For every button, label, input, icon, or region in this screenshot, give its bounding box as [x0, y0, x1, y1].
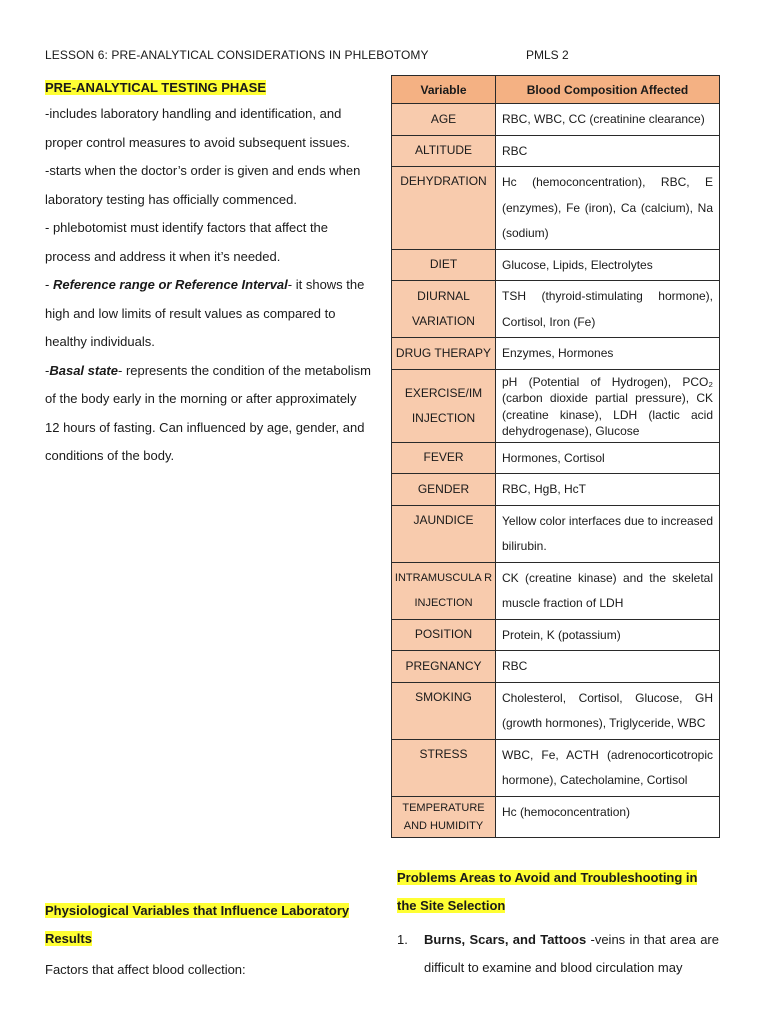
column-header-variable: Variable	[392, 76, 496, 104]
problems-list	[397, 926, 719, 982]
table-row: JAUNDICE Yellow color interfaces due to increased bilirubin.	[392, 505, 720, 562]
course-code: PMLS 2	[526, 48, 569, 62]
table-row: FEVER Hormones, Cortisol	[392, 442, 720, 474]
paragraph-includes: -includes laboratory handling and identification, and proper control measures to avoid subsequent issues.	[45, 106, 350, 150]
basal-state-term: Basal state	[49, 362, 118, 378]
table-row: EXERCISE/IM INJECTION pH (Potential of Hydrogen), PCO₂ (carbon dioxide partial pressure), CK (creatine kinase), LDH (lactic acid dehydrogenase), Glucose	[392, 369, 720, 442]
problems-title: Problems Areas to Avoid and Troubleshooting in the Site Selection	[397, 870, 698, 913]
table-row: INTRAMUSCULA R INJECTION CK (creatine kinase) and the skeletal muscle fraction of LDH	[392, 562, 720, 619]
paragraph-identify-factors: - phlebotomist must identify factors that affect the process and address it when it’s needed.	[45, 220, 329, 264]
table-row: DIURNAL VARIATION TSH (thyroid-stimulating hormone), Cortisol, Iron (Fe)	[392, 281, 720, 338]
physiological-section	[45, 897, 365, 982]
pre-analytical-section	[45, 76, 373, 471]
list-item: 1. Burns, Scars, and Tattoos -veins in that area are difficult to examine and blood circulation may	[397, 932, 719, 975]
table-row: POSITION Protein, K (potassium)	[392, 619, 720, 651]
table-row: STRESS WBC, Fe, ACTH (adrenocorticotropic hormone), Catecholamine, Cortisol	[392, 739, 720, 796]
table-row: DEHYDRATION Hc (hemoconcentration), RBC, E (enzymes), Fe (iron), Ca (calcium), Na (sodium)	[392, 167, 720, 250]
paragraph-starts: -starts when the doctor’s order is given and ends when laboratory testing has officially commenced.	[45, 163, 361, 207]
lesson-title: LESSON 6: PRE-ANALYTICAL CONSIDERATIONS IN PHLEBOTOMY	[45, 48, 429, 62]
table-row: GENDER RBC, HgB, HcT	[392, 474, 720, 506]
table-row: TEMPERATURE AND HUMIDITY Hc (hemoconcentration)	[392, 796, 720, 837]
paragraph-reference-range: - Reference range or Reference Interval- it shows the high and low limits of result values as compared to healthy individuals.	[45, 277, 365, 349]
factors-text: Factors that affect blood collection:	[45, 962, 246, 977]
column-header-affected: Blood Composition Affected	[496, 76, 720, 104]
table-row: PREGNANCY RBC	[392, 651, 720, 683]
table-row: SMOKING Cholesterol, Cortisol, Glucose, GH (growth hormones), Triglyceride, WBC	[392, 682, 720, 739]
table-row: DIET Glucose, Lipids, Electrolytes	[392, 249, 720, 281]
section-title: PRE-ANALYTICAL TESTING PHASE	[45, 80, 267, 95]
table-row: ALTITUDE RBC	[392, 135, 720, 167]
problems-section	[397, 864, 719, 982]
reference-range-term: Reference range or Reference Interval	[52, 277, 288, 292]
table-row: AGE RBC, WBC, CC (creatinine clearance)	[392, 104, 720, 136]
paragraph-basal-state: -Basal state- represents the condition of the metabolism of the body early in the morning or after approximately 12 hours of fasting. Can influenced by age, gender, and conditions of the body.	[45, 362, 371, 463]
physiological-title: Physiological Variables that Influence Laboratory Results	[45, 903, 350, 946]
variables-table	[391, 75, 720, 838]
table-row: DRUG THERAPY Enzymes, Hormones	[392, 338, 720, 370]
problem-term: Burns, Scars, and Tattoos	[424, 932, 587, 947]
